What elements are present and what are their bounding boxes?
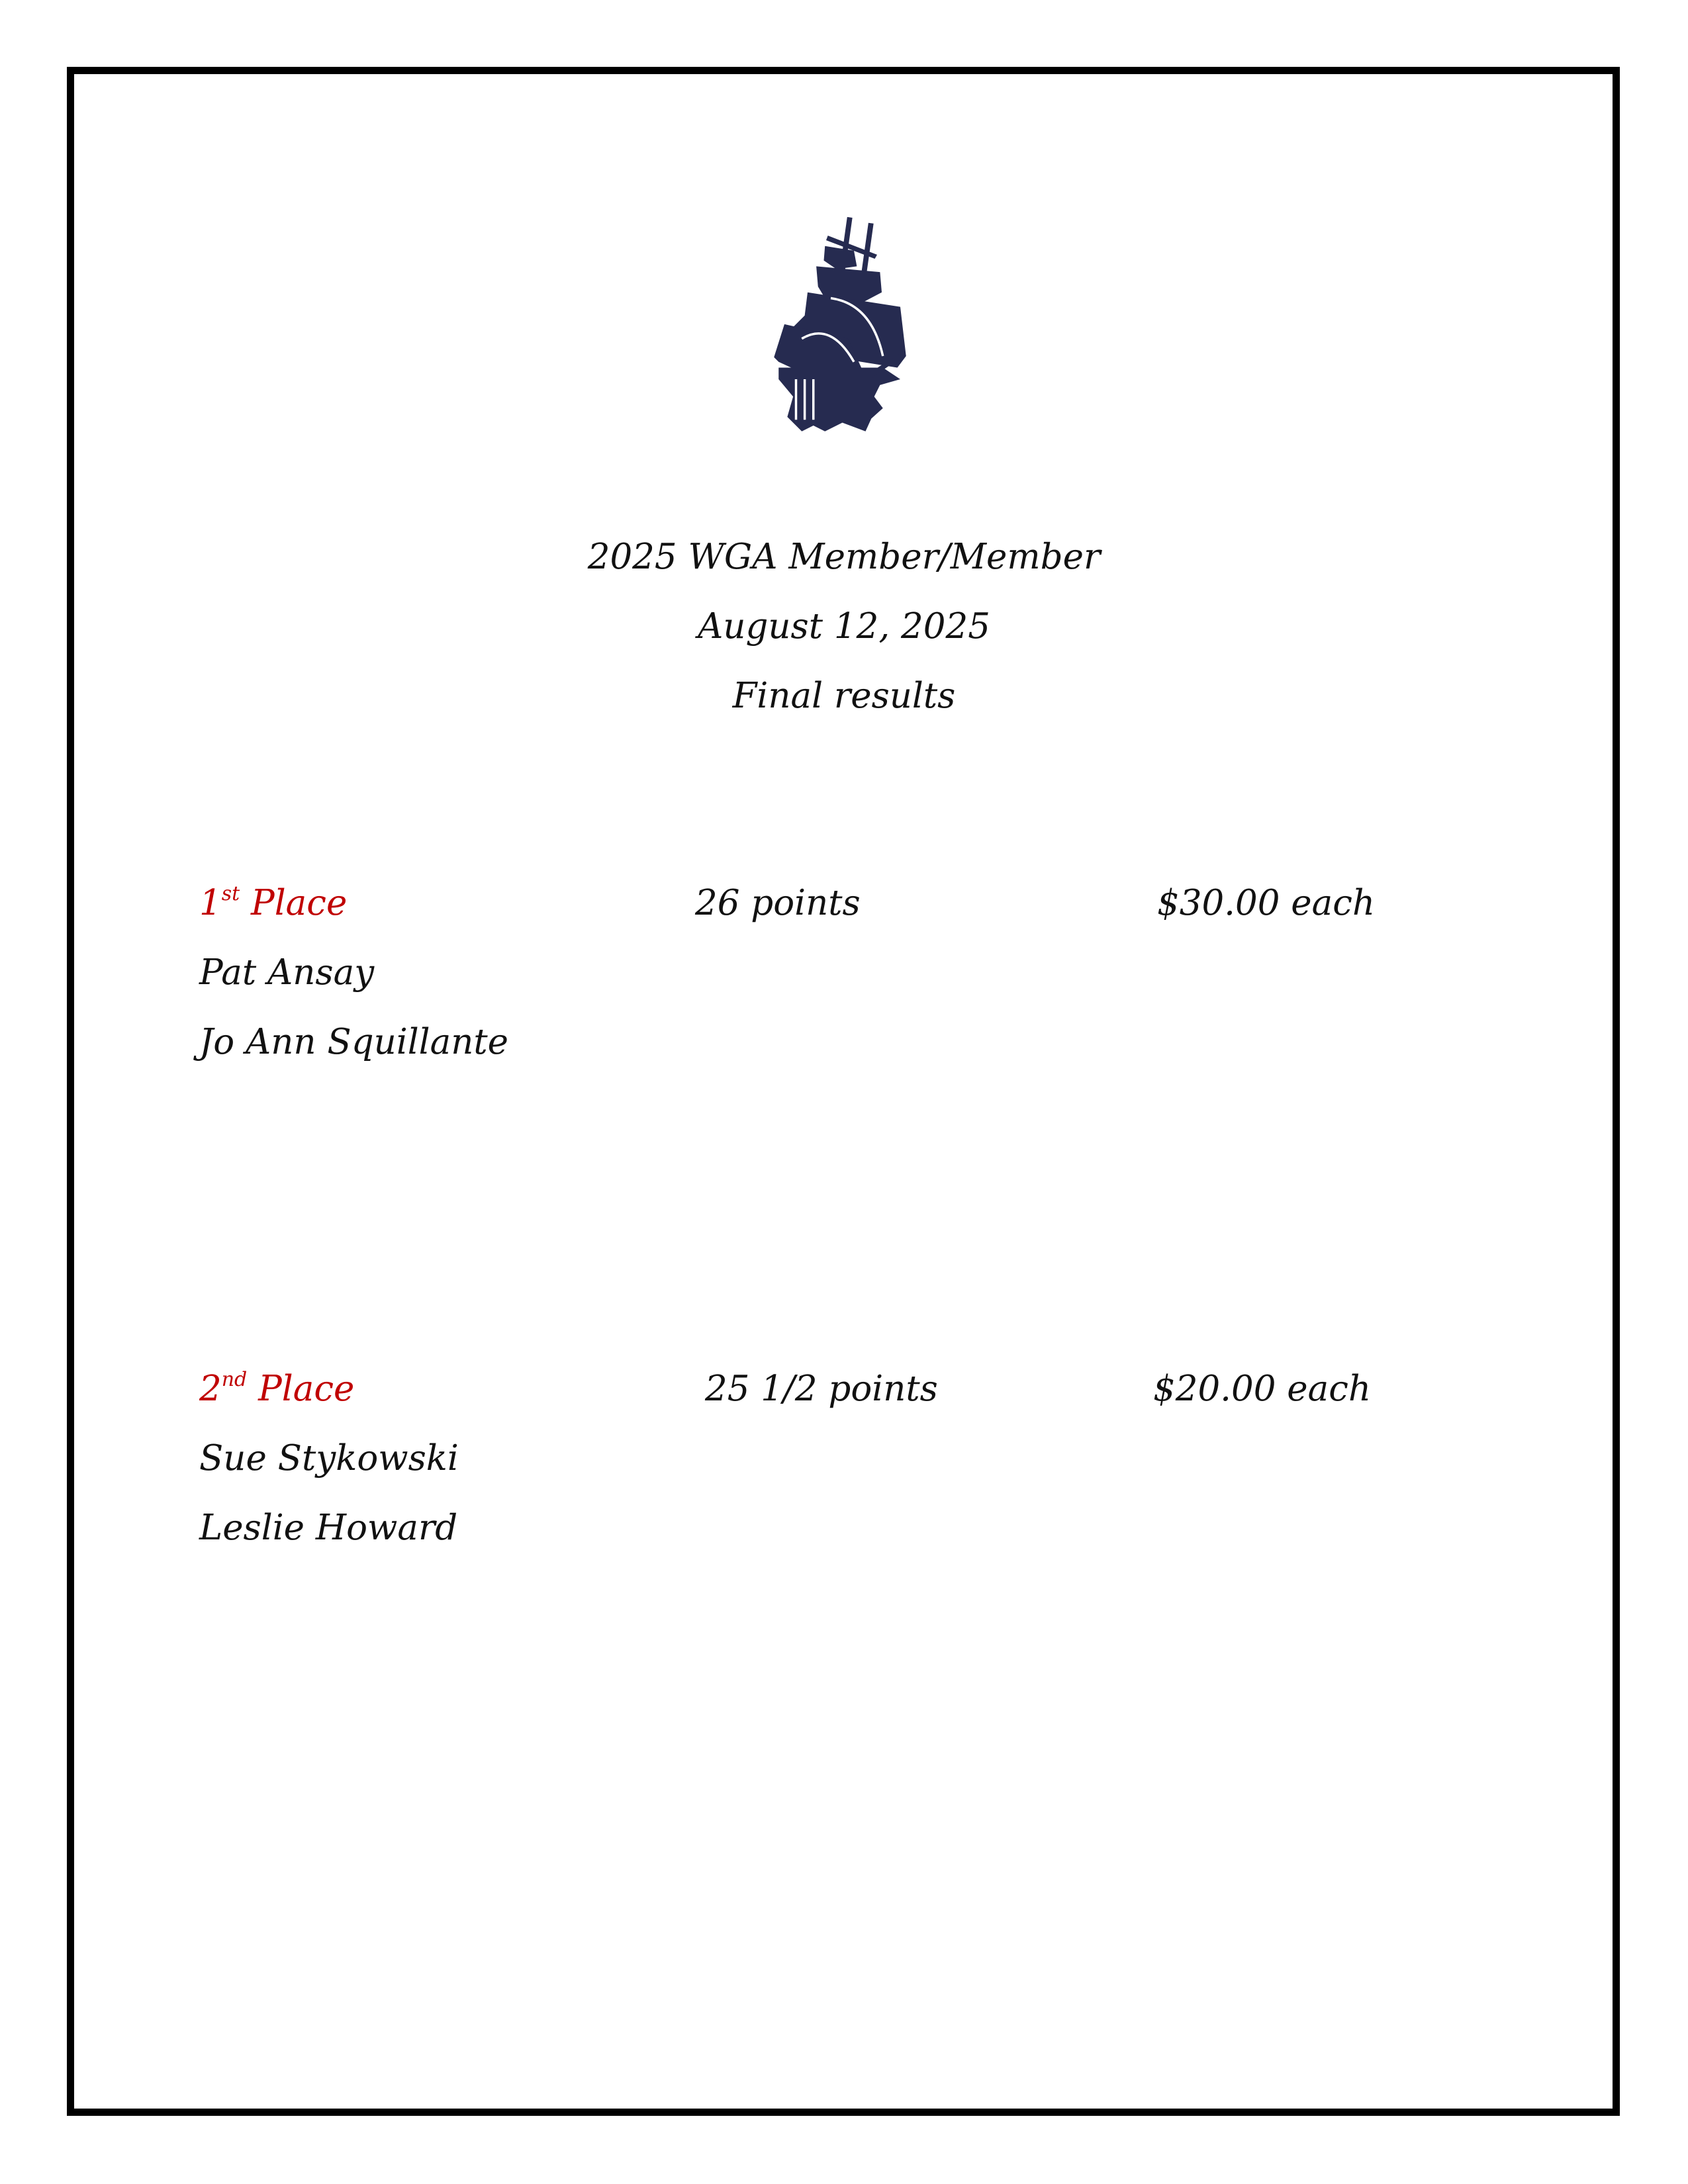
event-date: August 12, 2025	[698, 606, 990, 647]
player-name: Jo Ann Squillante	[199, 1022, 509, 1062]
results-subtitle: Final results	[732, 676, 956, 716]
place-prize: $20.00 each	[1153, 1369, 1372, 1409]
player-name: Pat Ansay	[199, 952, 375, 993]
ship-logo-icon	[761, 197, 923, 445]
player-name: Leslie Howard	[199, 1508, 458, 1548]
place-heading: 1st Place	[199, 882, 348, 923]
place-points: 25 1/2 points	[705, 1369, 938, 1409]
place-heading: 2nd Place	[199, 1368, 355, 1409]
event-title: 2025 WGA Member/Member	[587, 537, 1101, 577]
place-prize: $30.00 each	[1157, 883, 1376, 923]
player-name: Sue Stykowski	[199, 1438, 459, 1479]
place-points: 26 points	[695, 883, 861, 923]
